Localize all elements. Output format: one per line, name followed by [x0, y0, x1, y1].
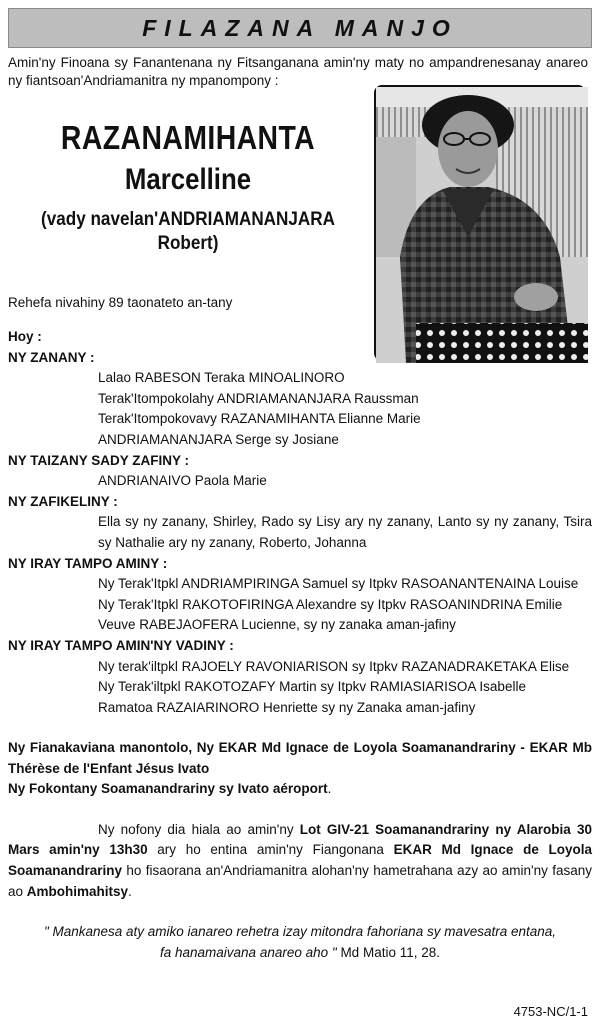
list-item: Ny Terak'Itpkl RAKOTOFIRINGA Alexandre sy Itpkv RASOANINDRINA Emilie — [98, 596, 563, 612]
notice-reference: 4753-NC/1-1 — [513, 1004, 588, 1019]
age-line: Rehefa nivahiny 89 taonateto an-tany — [8, 295, 233, 310]
burial-text-4: . — [128, 883, 132, 899]
burial-place-date: Lot GIV-21 Soamanandrariny ny Alarobia 30 Mars amin'ny 13h30 — [8, 821, 592, 858]
portrait-photo — [374, 85, 586, 361]
quote-line-1: " Mankanesa aty amiko ianareo rehetra izay mitondra fahoriana sy mavesatra entana, — [43, 924, 557, 939]
section-header-children: NY ZANANY : — [8, 349, 95, 365]
scripture-quote — [8, 922, 592, 963]
list-item: Lalao RABESON Teraka MINOALINORO — [98, 370, 345, 386]
list-item: Ny terak'iltpkl RAJOELY RAVONIARISON sy Itpkv RAZANADRAKETAKA Elise — [98, 658, 570, 674]
intro-text: Amin'ny Finoana sy Fanantenana ny Fitsanganana amin'ny maty no ampandrenesanay anareo ny fiantsoan'Andriamanitra ny mpanompony : — [8, 55, 588, 88]
community-line-2: Ny Fokontany Soamanandrariny sy Ivato aéroport — [8, 781, 328, 797]
quote-line-2-wrap — [8, 943, 592, 964]
quote-line-2: fa hanamaivana anareo aho " — [160, 944, 337, 960]
list-item: Ny Terak'Itpkl ANDRIAMPIRINGA Samuel sy Itpkv RASOANANTENAINA Louise — [98, 576, 579, 592]
burial-tomb-place: Ambohimahitsy — [26, 883, 129, 899]
burial-text-3: ho fisaorana an'Andriamanitra alohan'ny hametrahana azy ao amin'ny fasany ao — [8, 862, 592, 899]
section-header-spouse-siblings: NY IRAY TAMPO AMIN'NY VADINY : — [8, 637, 234, 653]
burial-text-1: Ny nofony dia hiala ao amin'ny — [98, 821, 300, 837]
burial-paragraph — [8, 820, 592, 902]
burial-text-2: ary ho entina amin'ny Fiangonana — [147, 842, 394, 858]
notice-content — [8, 54, 592, 1019]
community-line-2-end: . — [327, 781, 332, 797]
community-line-2-wrap — [8, 779, 592, 800]
community-line-1: Ny Fianakaviana manontolo, Ny EKAR Md Ignace de Loyola Soamanandrariny - EKAR Mb Thérèse de l'Enfant Jésus Ivato — [8, 740, 592, 776]
family-list — [8, 327, 592, 718]
burial-church: EKAR Md Ignace de Loyola Soamanandrariny — [8, 842, 592, 878]
list-item: ANDRIANAIVO Paola Marie — [98, 473, 267, 489]
deceased-name-block — [8, 116, 368, 256]
list-item: ANDRIAMANANJARA Serge sy Josiane — [98, 431, 339, 447]
deceased-surname: RAZANAMIHANTA — [60, 119, 316, 156]
list-item: Terak'Itompokolahy ANDRIAMANANJARA Raussman — [98, 390, 419, 406]
list-item: Veuve RABEJAOFERA Lucienne, sy ny zanaka aman-jafiny — [98, 617, 456, 633]
notice-banner: FILAZANA MANJO — [8, 8, 592, 48]
list-item: Ramatoa RAZAIARINORO Henriette sy ny Zanaka aman-jafiny — [98, 699, 476, 715]
community-and-burial — [8, 738, 592, 902]
deceased-given-name: Marcelline — [124, 163, 252, 196]
section-header-grandchildren-raised: NY TAIZANY SADY ZAFINY : — [8, 452, 190, 468]
quote-citation: Md Matio 11, 28. — [336, 944, 440, 960]
list-item: Ella sy ny zanany, Shirley, Rado sy Lisy ary ny zanany, Lanto sy ny zanany, Tsira sy Nathalie ary ny zanany, Roberto, Johanna — [98, 514, 592, 550]
hoy-label: Hoy : — [8, 329, 42, 344]
section-header-great-grandchildren: NY ZAFIKELINY : — [8, 493, 118, 509]
list-item: Ny Terak'iltpkl RAKOTOZAFY Martin sy Itpkv RAMIASIARISOA Isabelle — [98, 679, 526, 695]
list-item: Terak'Itompokovavy RAZANAMIHANTA Elianne Marie — [98, 411, 421, 427]
section-header-siblings: NY IRAY TAMPO AMINY : — [8, 555, 168, 571]
spouse-line: (vady navelan'ANDRIAMANANJARA Robert) — [41, 209, 335, 254]
